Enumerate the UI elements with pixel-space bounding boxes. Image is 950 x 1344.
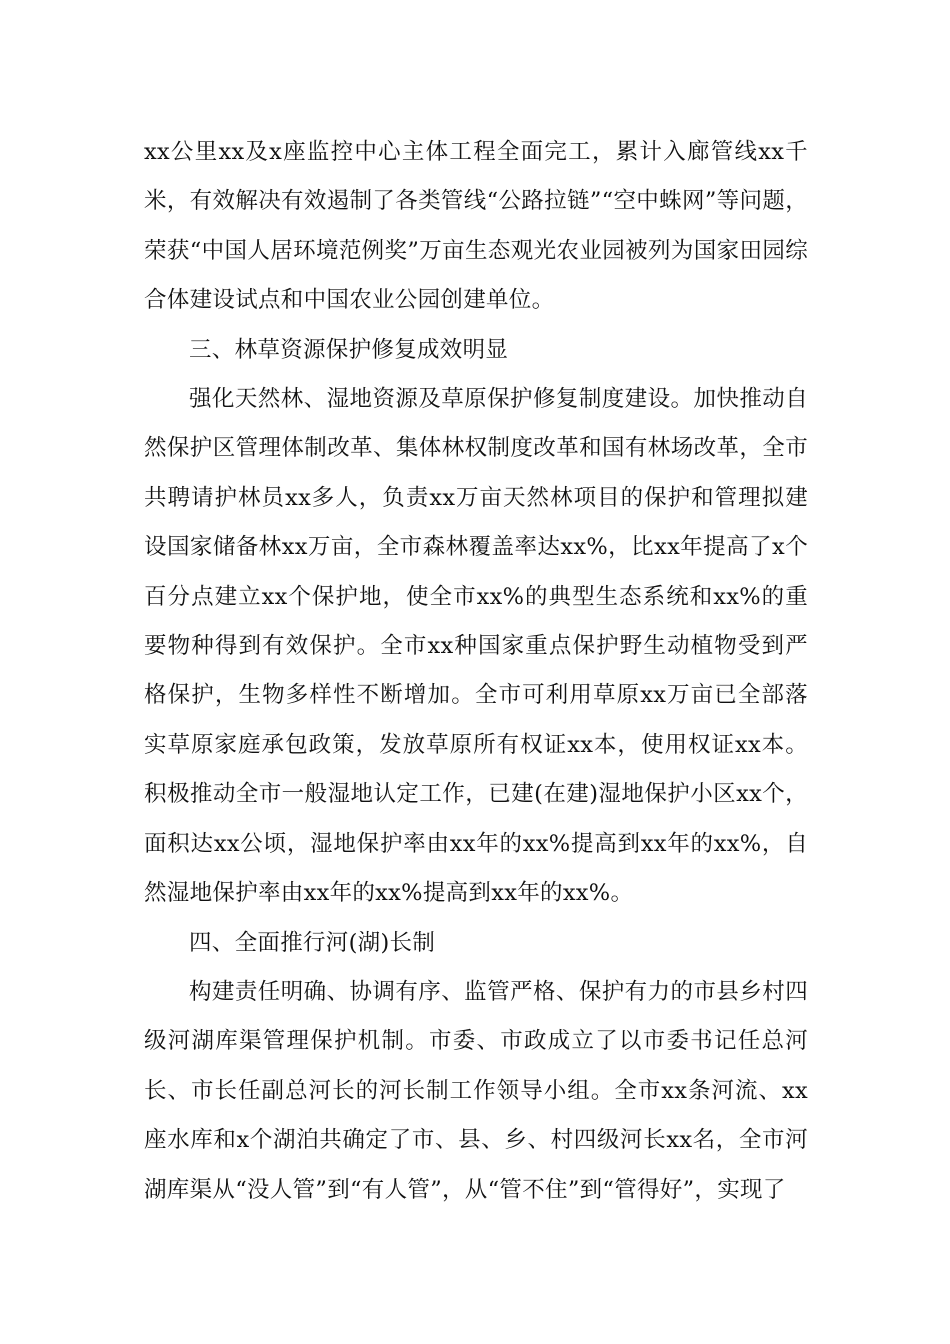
document-page	[144, 128, 808, 1215]
paragraph-continued: xx公里xx及x座监控中心主体工程全面完工，累计入廊管线xx千米，有效解决有效遏制了各类管线“公路拉链”“空中蛛网”等问题，荣获“中国人居环境范例奖”万亩生态观光农业园被列为国家田园综合体建设试点和中国农业公园创建单位。	[144, 139, 808, 314]
paragraph-forest-grassland: 强化天然林、湿地资源及草原保护修复制度建设。加快推动自然保护区管理体制改革、集体林权制度改革和国有林场改革，全市共聘请护林员xx多人，负责xx万亩天然林项目的保护和管理拟建设国家储备林xx万亩，全市森林覆盖率达xx%，比xx年提高了x个百分点建立xx个保护地，使全市xx%的典型生态系统和xx%的重要物种得到有效保护。全市xx种国家重点保护野生动植物受到严格保护，生物多样性不断增加。全市可利用草原xx万亩已全部落实草原家庭承包政策，发放草原所有权证xx本，使用权证xx本。积极推动全市一般湿地认定工作，已建(在建)湿地保护小区xx个，面积达xx公顷，湿地保护率由xx年的xx%提高到xx年的xx%，自然湿地保护率由xx年的xx%提高到xx年的xx%。	[144, 386, 808, 907]
section-heading-three: 三、林草资源保护修复成效明显	[189, 336, 509, 363]
section-heading-four: 四、全面推行河(湖)长制	[189, 929, 436, 956]
paragraph-river-chief: 构建责任明确、协调有序、监管严格、保护有力的市县乡村四级河湖库渠管理保护机制。市委、市政成立了以市委书记任总河长、市长任副总河长的河长制工作领导小组。全市xx条河流、xx座水库和x个湖泊共确定了市、县、乡、村四级河长xx名，全市河湖库渠从“没人管”到“有人管”，从“管不住”到“管得好”，实现了	[144, 978, 808, 1203]
